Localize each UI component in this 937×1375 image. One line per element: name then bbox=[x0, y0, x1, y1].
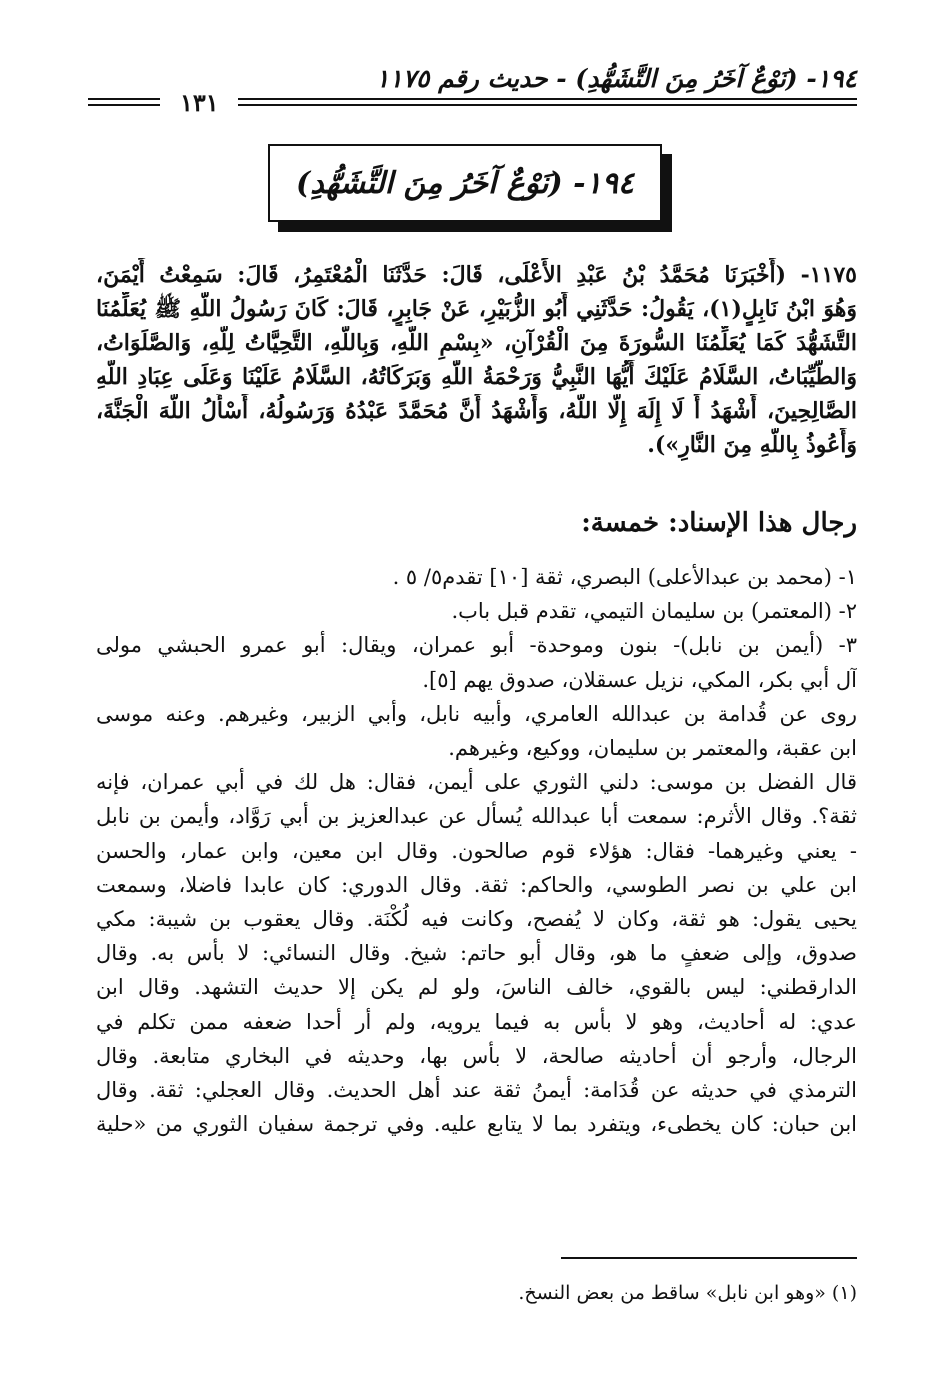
narrator-line: ٣- (أيمن بن نابل)- بنون وموحدة- أبو عمران، ويقال: أبو عمرو الحبشي مولى bbox=[96, 633, 857, 658]
narrator-line: ثقة؟. وقال الأثرم: سمعت أبا عبدالله يُسأل عن عبدالعزيز بن أبي رَوَّاد، وأيمن بن نابل bbox=[96, 804, 857, 829]
narrator-line: الرجال، وأرجو أن أحاديثه صالحة، لا بأس بها، وحديثه في البخاري متابعة. وقال bbox=[96, 1043, 857, 1068]
narrator-line: ١- (محمد بن عبدالأعلى) البصري، ثقة [١٠] تقدم٥/ ٥ . bbox=[392, 565, 857, 589]
narrator-line: ٢- (المعتمر) بن سليمان التيمي، تقدم قبل باب. bbox=[451, 599, 857, 624]
narrator-line: ابن علي بن نصر الطوسي، والحاكم: ثقة. وقال الدوري: كان عابدا فاضلا، وسمعت bbox=[96, 872, 857, 897]
header-rule-short bbox=[88, 98, 160, 100]
hadith-text bbox=[96, 258, 857, 462]
header-title: ١٩٤- (نَوْعٌ آخَرُ مِنَ التَّشَهُّدِ) - حديث رقم ١١٧٥ bbox=[375, 64, 857, 93]
narrator-line: عدي: له أحاديث، وهو لا بأس به فيما يرويه، ولم أر أحدا ضعفه ممن تكلم في bbox=[96, 1009, 857, 1034]
section-heading: رجال هذا الإسناد: خمسة: bbox=[581, 508, 857, 538]
header-rule bbox=[238, 98, 857, 100]
narrator-line: آل أبي بكر، المكي، نزيل عسقلان، صدوق يهم [٥]. bbox=[422, 667, 857, 692]
narrator-line: الدارقطني: ليس بالقوي، خالف الناسَ، ولو لم يكن إلا حديث التشهد. وقال ابن bbox=[96, 975, 857, 1000]
footnote-divider bbox=[561, 1257, 857, 1259]
header-rule bbox=[238, 104, 857, 106]
hadith-line: الصَّالِحِينَ، أَشْهَدُ أَ لَا إِلَهَ إِلَّا اللَّهُ، وَأَشْهَدُ أَنَّ مُحَمَّدً عَبْدُهُ وَرَسُولُهُ، أَسْأَلُ اللَّهَ الْجَنَّةَ، bbox=[96, 398, 857, 424]
narrator-line: يحيى يقول: هو ثقة، وكان لا يُفصح، وكانت فيه لُكْنَة. وقال يعقوب بن شيبة: مكي bbox=[96, 907, 857, 932]
hadith-line: وَأَعُوذُ بِاللَّهِ مِنَ النَّارِ»). bbox=[647, 432, 857, 458]
narrator-line: صدوق، وإلى ضعفٍ ما هو، وقال أبو حاتم: شيخ. وقال النسائي: لا بأس به. وقال bbox=[96, 941, 857, 966]
hadith-line: وَهُوَ ابْنُ نَابِلٍ(١)، يَقُولُ: حَدَّثَنِي أَبُو الزُّبَيْرِ، عَنْ جَابِرٍ، قَالَ: كَانَ رَسُولُ اللَّهِ ﷺ يُعَلِّمُنَا bbox=[96, 296, 857, 322]
running-header bbox=[88, 62, 857, 118]
header-rule-short bbox=[88, 104, 160, 106]
narrator-line: قال الفضل بن موسى: دلني الثوري على أيمن، فقال: هل لك في أبي عمران، فإنه bbox=[96, 770, 857, 795]
narrator-line: الترمذي في حديثه عن قُدَامة: أيمنُ ثقة عند أهل الحديث. وقال العجلي: ثقة. وقال bbox=[96, 1078, 857, 1103]
narrator-line: ابن حبان: كان يخطىء، ويتفرد بما لا يتابع عليه. وفي ترجمة سفيان الثوري من «حلية bbox=[96, 1112, 857, 1137]
page-number: ١٣١ bbox=[180, 88, 219, 117]
chapter-title-box bbox=[268, 144, 662, 222]
narrator-line: - يعني وغيرهما- فقال: هؤلاء قوم صالحون. وقال ابن معين، وابن عمار، والحسن bbox=[96, 838, 857, 863]
hadith-line: وَالطَّيِّبَاتُ، السَّلَامُ عَلَيْكَ أَيُّهَا النَّبِيُّ وَرَحْمَةُ اللَّهِ وَبَرَكَاتُهُ، السَّلَامُ عَلَيْنَا وَعَلَى عِبَادِ اللَّهِ bbox=[96, 364, 857, 390]
chapter-title: ١٩٤- (نَوْعٌ آخَرُ مِنَ التَّشَهُّدِ) bbox=[296, 165, 634, 201]
footnote: (١) «وهو ابن نابل» ساقط من بعض النسخ. bbox=[518, 1282, 857, 1304]
narrator-line: روى عن قُدامة بن عبدالله العامري، وأبيه نابل، وأبي الزبير، وغيرهم. وعنه موسى bbox=[96, 701, 857, 726]
hadith-line: ١١٧٥- (أَخْبَرَنَا مُحَمَّدُ بْنُ عَبْدِ الأَعْلَى، قَالَ: حَدَّثَنَا الْمُعْتَمِرُ، قَالَ: سَمِعْتُ أَيْمَنَ، bbox=[96, 262, 857, 288]
narrator-line: ابن عقبة، والمعتمر بن سليمان، ووكيع، وغيرهم. bbox=[448, 736, 857, 761]
narrators-text bbox=[96, 560, 857, 1141]
hadith-line: التَّشَهُّدَ كَمَا يُعَلِّمُنَا السُّورَةَ مِنَ الْقُرْآنِ، «بِسْمِ اللَّهِ، وَبِاللَّهِ، التَّحِيَّاتُ لِلَّهِ، وَالصَّلَوَاتُ، bbox=[96, 330, 857, 356]
